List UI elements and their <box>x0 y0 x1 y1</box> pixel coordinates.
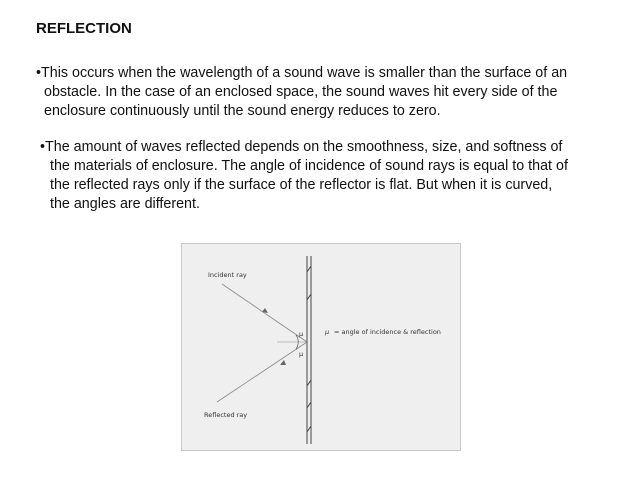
reflector-hatching <box>307 266 311 432</box>
reflection-diagram <box>181 243 461 451</box>
incident-ray <box>222 284 307 342</box>
reflection-diagram-svg <box>182 244 462 452</box>
paragraph-line: •The amount of waves reflected depends on the smoothness, size, and softness of <box>40 139 563 155</box>
paragraph-reflection-amount <box>40 138 620 214</box>
paragraph-line: the materials of enclosure. The angle of incidence of sound rays is equal to that of <box>50 158 568 174</box>
incident-ray-label: Incident ray <box>208 271 247 279</box>
reflected-ray <box>217 342 307 402</box>
paragraph-line: the angles are different. <box>50 196 200 212</box>
slide-title: REFLECTION <box>36 20 132 37</box>
angle-mu-symbol-bottom: μ <box>299 350 304 358</box>
paragraph-reflection-definition <box>36 64 616 121</box>
paragraph-line: enclosure continuously until the sound energy reduces to zero. <box>44 103 441 119</box>
reflected-arrow-icon <box>280 360 286 365</box>
paragraph-line: obstacle. In the case of an enclosed space, the sound waves hit every side of the <box>44 84 558 100</box>
paragraph-line: the reflected rays only if the surface of the reflector is flat. But when it is curved, <box>50 177 553 193</box>
paragraph-line: •This occurs when the wavelength of a sound wave is smaller than the surface of an <box>36 65 568 81</box>
legend-mu-symbol: μ <box>325 328 330 336</box>
reflected-ray-label: Reflected ray <box>204 411 248 419</box>
legend-text: = angle of incidence & reflection <box>334 328 441 336</box>
angle-mu-symbol-top: μ <box>299 330 304 338</box>
